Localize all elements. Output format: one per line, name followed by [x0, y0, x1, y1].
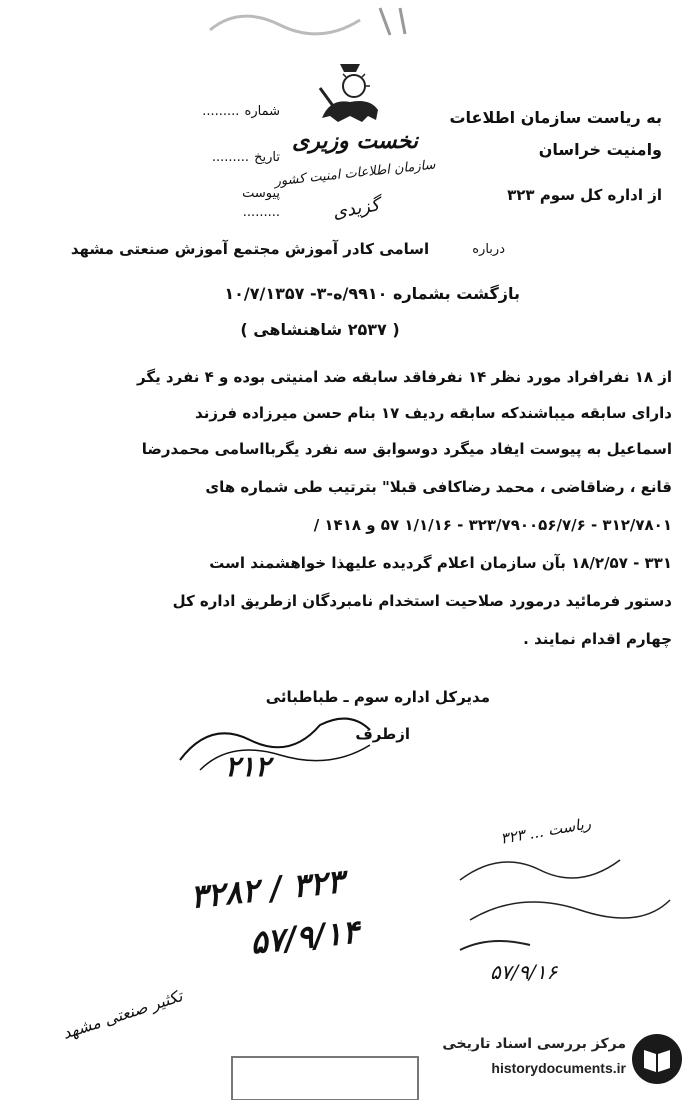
subject-text: اسامی کادر آموزش مجتمع آموزش صنعتی مشهد	[70, 240, 430, 258]
body-line-6: ۳۳۱ - ۱۸/۲/۵۷ بآن سازمان اعلام گردیده علیهذا خواهشمند است	[209, 554, 672, 572]
watermark-name: مرکز بررسی اسناد تاریخی	[442, 1036, 626, 1052]
reference-line-1: بازگشت بشماره ۹۹۱۰/ه-۳- ۱۰/۷/۱۳۵۷	[224, 284, 520, 303]
subject-label: درباره	[472, 242, 505, 257]
sender-line: از اداره کل سوم ۳۲۳	[507, 186, 662, 204]
handwritten-note-4: ۵۷/۹/۱۶	[490, 960, 558, 984]
signature-line-2: ازطرف	[355, 725, 410, 743]
watermark-logo	[418, 1028, 688, 1088]
body-line-4: قانع ، رضاقاضی ، محمد رضاکافی قبلا" بترتیب طی شماره های	[205, 478, 672, 496]
handwritten-note-3: ۵۷/۹/۱۴	[248, 912, 361, 962]
bottom-slip	[230, 1055, 420, 1100]
body-line-5: ۳۱۲/۷۸۰۱ - ۳۲۳/۷۹۰۰۵۶/۷/۶ - ۱/۱/۱۶ ۵۷ و ۱۴۱۸ /	[313, 516, 672, 534]
meta-field-attachment-label: پیوست	[242, 186, 280, 201]
watermark-url: historydocuments.ir	[491, 1060, 626, 1076]
body-line-1: از ۱۸ نفرافراد مورد نظر ۱۴ نفرفاقد سابقه ضد امنیتی بوده و ۴ نفرد یگر	[137, 368, 672, 386]
reference-line-2: ( ۲۵۳۷ شاهنشاهی )	[240, 320, 400, 339]
meta-field-attachment: پیوست .........	[242, 186, 280, 220]
handwritten-mark: گزیدی	[331, 194, 382, 224]
body-line-8: چهارم اقدام نمایند .	[523, 630, 672, 648]
lion-and-sun-emblem-icon	[310, 58, 390, 130]
meta-field-number-label: شماره	[244, 104, 280, 119]
meta-field-date: تاریخ .........	[211, 150, 280, 165]
meta-field-date-label: تاریخ	[254, 150, 280, 165]
meta-field-number: شماره .........	[202, 104, 280, 119]
archive-book-icon	[630, 1032, 684, 1086]
signature-line-1: مدیرکل اداره سوم ـ طباطبائی	[265, 688, 490, 706]
body-line-3: اسماعیل به پیوست ایفاد میگرد دوسوابق سه نفرد یگربااسامی محمدرضا	[141, 440, 672, 458]
recipient-line-1: به ریاست سازمان اطلاعات	[449, 108, 662, 127]
handwritten-note-1: ریاست ... ۳۲۳	[499, 814, 593, 848]
body-line-7: دستور فرمائید درمورد صلاحیت استخدام نامبردگان ازطریق اداره کل	[172, 592, 672, 610]
top-stamp-mark	[200, 0, 500, 40]
office-subtitle: سازمان اطلاعات امنیت کشور	[273, 157, 437, 190]
handwritten-note-5: تکثیر صنعتی مشهد	[60, 986, 185, 1043]
office-title: نخست وزیری	[292, 128, 418, 154]
recipient-line-2: وامنیت خراسان	[538, 140, 662, 159]
body-line-2: دارای سابقه میباشندکه سابقه ردیف ۱۷ بنام حسن میرزاده فرزند	[195, 404, 672, 422]
signature-number: ۲۱۲	[225, 750, 271, 783]
handwritten-note-2: ۳۲۳ / ۳۲۸۲	[188, 862, 346, 916]
handwritten-scribbles	[440, 840, 680, 970]
signature-scribble	[170, 700, 390, 780]
